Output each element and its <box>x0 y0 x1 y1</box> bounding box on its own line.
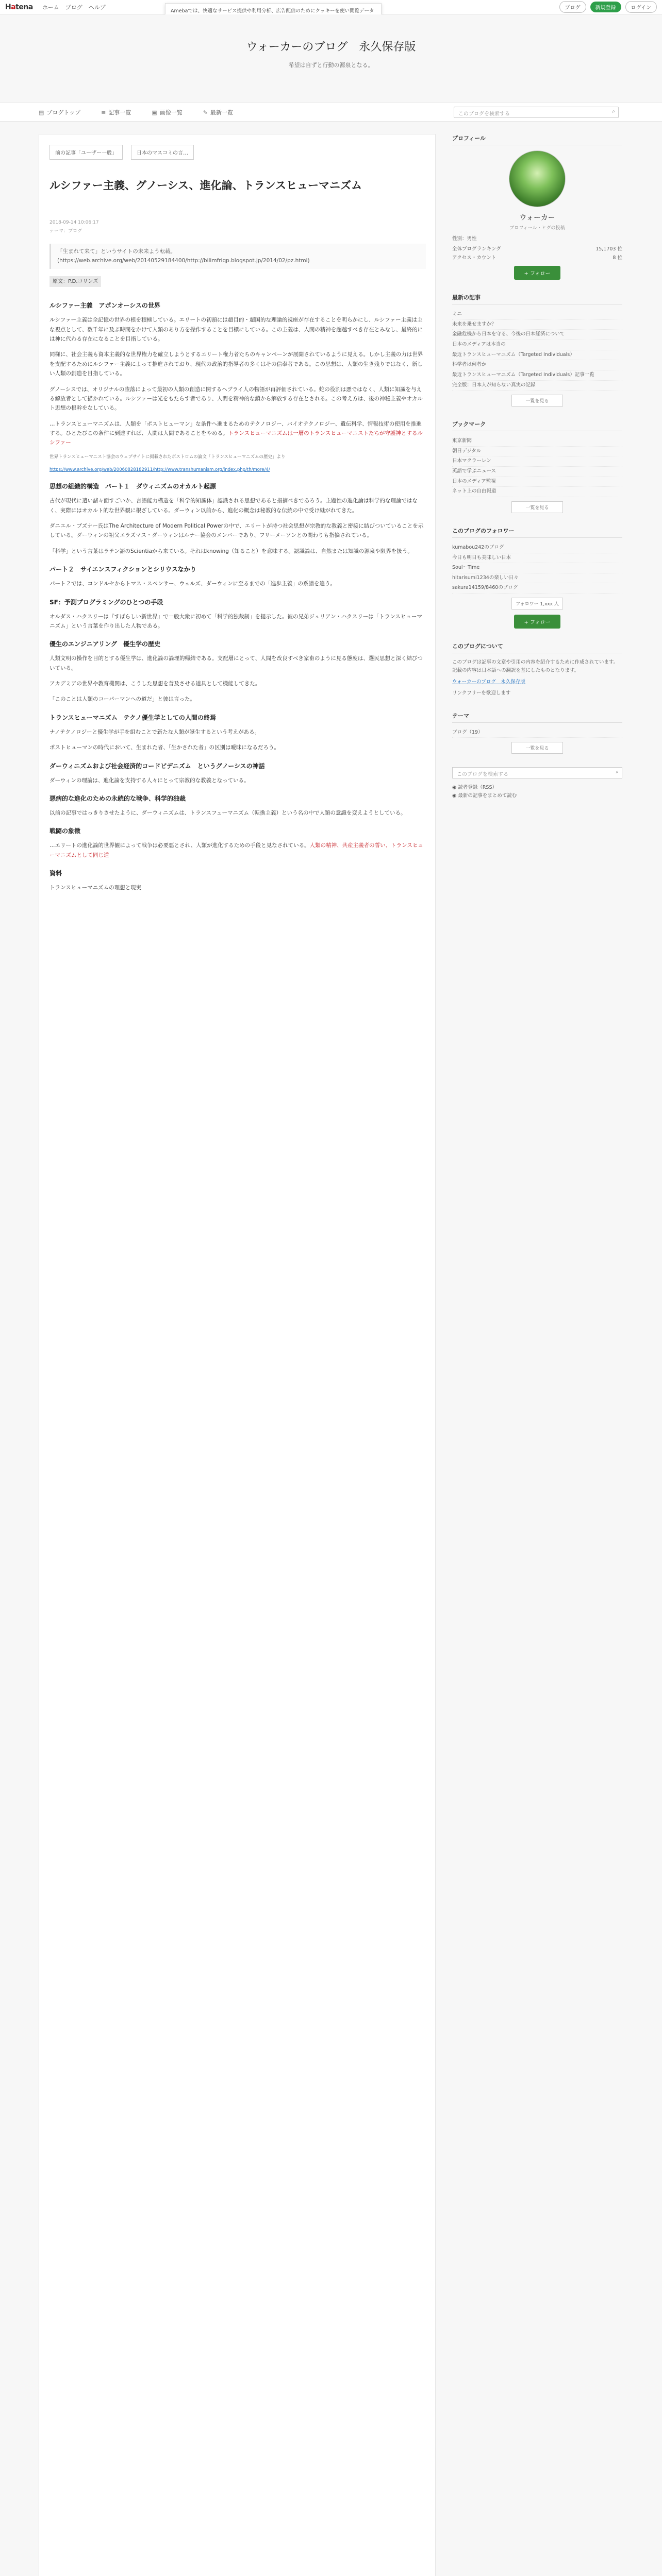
bookmark-heading: ブックマーク <box>452 420 622 431</box>
latest-article-link[interactable]: 未来を乗せますか？ <box>452 320 622 330</box>
paragraph: アカデミアの世界や教育機関は、こうした思想を普及させる道具として機能してきた。 <box>49 681 261 687</box>
source-note: 世界トランスヒューマニスト協会のウェブサイトに掲載されたボストロムの論文「トランスヒューマニズムの歴史」より <box>49 454 286 460</box>
nav-image-list[interactable]: ▣ 画像一覧 <box>152 109 183 116</box>
article-pager <box>49 145 194 160</box>
latest-article-link[interactable]: 科学者は何者か <box>452 360 622 370</box>
paragraph: 「このことは人類のコーパーマンへの道だ」と彼は言った。 <box>49 696 195 703</box>
pen-icon: ✎ <box>203 109 208 116</box>
follow-button[interactable]: + フォロー <box>514 266 560 280</box>
paragraph: 人類文明の操作を目的とする優生学は、進化論の論理的帰結である。支配層にとって、人間を改良すべき家畜のように見る態度は、選民思想と深く結びついている。 <box>49 655 423 671</box>
section-heading: SF：予測プログラミングのひとつの手段 <box>49 598 163 606</box>
search-icon[interactable]: ⌕ <box>616 769 619 775</box>
about-note: リンクフリーを歓迎します <box>452 690 511 697</box>
global-nav <box>42 3 106 11</box>
nav-blog-top[interactable]: ▤ ブログトップ <box>39 109 81 116</box>
nav-article-list[interactable]: ≡ 記事一覧 <box>101 109 131 116</box>
bookmark-link[interactable]: 英語で学ぶニュース <box>452 467 622 477</box>
paragraph: ダーウィンの理論は、進化論を支持する人々にとって宗教的な教義となっている。 <box>49 777 250 784</box>
profile-gender: 性別：男性 <box>452 236 477 242</box>
profile-subtitle[interactable]: ブロフィール・ヒグの投稿 <box>509 226 565 231</box>
feed-icon: ◉ <box>452 793 458 799</box>
signup-button[interactable]: 新規登録 <box>590 2 621 12</box>
rss-link[interactable]: 読者登録（RSS） <box>458 785 497 791</box>
paragraph: グノーシスでは、オリジナルの堕落によって最初の人類の創造に関するヘブライ人の物語が再評価されている。蛇の役割は悪ではなく、人類に知識を与える解放者として描かれている。ルシファーは光をもたらす者であり、人間を精神的な鎖から解放する存在とされる。この考え方は、後の神秘主義やオカルト思想の根幹をなしている。 <box>49 386 423 412</box>
section-heading: 思想の組織的構造 パート１ ダウィニズムのオカルト起源 <box>49 483 216 490</box>
rss-icon: ◉ <box>452 785 458 791</box>
about-module <box>452 642 622 698</box>
cookie-notice: Amebaでは、快適なサービス提供や利用分析、広告配信のためにクッキーを使い閲覧データ <box>165 3 382 40</box>
follower-link[interactable]: 今日も明日も美味しい日本 <box>452 553 622 564</box>
theme-module <box>452 711 622 754</box>
list-icon: ≡ <box>101 109 106 116</box>
section-heading: トランスヒューマニズム テクノ優生学としての人間の終焉 <box>49 714 216 721</box>
paragraph: …トランスヒューマニズムは、人類を「ポストヒューマン」な条件へ進まるためのテクノロジー、バイオテクノロジー、遺伝科学、情報技術の使用を推進する。ひとたびこの条件に到達すれば、人間は人間であることをやめる。トランスヒューマニズムは一層のトランスヒューマニストたちが守護神とするルシファー <box>49 420 423 446</box>
followers-module <box>452 527 622 629</box>
paragraph: …エリートの進化論的世界観によって戦争は必要悪とされ、人類が進化するための手段と見なされている。人類の精神、共産主義者の誓い、トランスヒューマニズムとして同じ道 <box>49 842 423 858</box>
followers-heading: このブログのフォロワー <box>452 527 622 538</box>
original-label: 原文：P.D.コリンズ <box>49 276 101 287</box>
my-blog-link[interactable]: ブログ <box>559 1 586 13</box>
follow-button-secondary[interactable]: + フォロー <box>514 615 560 629</box>
bookmark-link[interactable]: 日本のメディア監視 <box>452 477 622 487</box>
paragraph: オルダス・ハクスリーは『すばらしい新世界』で一般大衆に初めて「科学的独裁制」を提示した。彼の兄弟ジュリアン・ハクスリーは「トランスヒューマニズム」という言葉を作り出した人物である。 <box>49 613 422 629</box>
paragraph: パート２では、コンドルセからトマス・スペンサー、ウェルズ、ダーウィンに至るまでの「進歩主義」の系譜を追う。 <box>49 581 336 587</box>
sidebar-search-module <box>452 767 622 800</box>
section-heading: 優生のエンジニアリング 優生学の歴史 <box>49 640 160 648</box>
paragraph: ルシファー主義は全記憶の世界の根を積極している。エリートの初頭には超目的・超国的な理論的視座が存在することを明らかにし、ルシファー主義は主な視点として、数千年に及ぶ時間をかけて人類のあり方を操作することを目標にしている。この主義は、人間の精神を超越すべき存在とみなし、最終的には神に代わる存在になることを目指している。 <box>49 317 423 342</box>
section-heading: ルシファー主義 アポンオーシスの世界 <box>49 302 160 310</box>
theme-heading: テーマ <box>452 711 622 723</box>
article-body <box>49 244 426 899</box>
latest-articles-module <box>452 293 622 406</box>
profile-name[interactable]: ウォーカー <box>519 214 555 222</box>
latest-article-link[interactable]: 最近トランスヒューマニズム（Targeted Individuals）記事一覧 <box>452 370 622 381</box>
nav-latest[interactable]: ✎ 最新一覧 <box>203 109 233 116</box>
highlight-text: 人類の精神、共産主義者の誓い、トランスヒューマニズムとして同じ道 <box>49 842 423 858</box>
follower-link[interactable]: kumabou242のブログ <box>452 543 622 553</box>
paragraph: 以前の記事ではっきりさせたように、ダーウィニズムは、トランスフューマニズム（転換主義）という名の中で人類の意識を変えようとしている。 <box>49 809 406 816</box>
sidebar-search-input[interactable]: このブログを検索する ⌕ <box>452 767 622 778</box>
bookmark-more-button[interactable]: 一覧を見る <box>511 501 563 513</box>
follower-link[interactable]: hitarisumi1234の楽しい日々 <box>452 573 622 584</box>
paragraph: ポストヒューマンの時代において、生まれた者、「生かされた者」の区別は曖昧になるだろう。 <box>49 744 280 751</box>
source-url-link[interactable]: https://www.archive.org/web/20060828182911/http://www.transhumanism.org/index.php/th/more/4/ <box>49 467 270 472</box>
blog-title[interactable]: ウォーカーのブログ 永久保存版 <box>246 41 416 54</box>
paragraph: 同様に、社会主義も資本主義的な世界権力を確立しようとするエリート権力者たちのキャンペーンが展開されているように見える。しかし主義の力は世界を支配するためにルシファー主義によって推進されており、現代の政治的指導者の多くはその信奉者である。この思想は、人類の生き残りではなく、新しい人類の創造を目指している。 <box>49 351 423 377</box>
ranking-row: アクセス・カウント 8 位 <box>452 255 622 261</box>
bookmark-link[interactable]: 朝日デジタル <box>452 447 622 457</box>
profile-module <box>452 134 622 280</box>
bookmark-module <box>452 420 622 513</box>
about-heading: このブログについて <box>452 642 622 653</box>
image-icon: ▣ <box>152 109 157 116</box>
next-article-button[interactable]: 日本のマスコミの言… <box>131 145 194 160</box>
latest-article-link[interactable]: 完全版：日本人が知らない真実の記録 <box>452 381 622 391</box>
bookmark-link[interactable]: 東京新聞 <box>452 436 622 447</box>
paragraph: トランスヒューマニズムの理想と現実 <box>49 885 142 891</box>
article-theme[interactable]: テーマ：ブログ <box>49 229 82 234</box>
global-nav-blog[interactable]: ブログ <box>65 4 82 11</box>
blog-description: 希望は自ずと行動の源泉となる。 <box>288 62 374 69</box>
highlight-text: トランスヒューマニズムは一層のトランスヒューマニストたちが守護神とするルシファー <box>49 430 423 446</box>
follower-link[interactable]: sakura14159/8460のブログ <box>452 583 622 594</box>
blog-header <box>0 14 662 102</box>
follower-link[interactable]: Soul～Time <box>452 563 622 573</box>
sidebar <box>452 134 622 814</box>
latest-article-link[interactable]: 最近トランスヒューマニズム（Targeted Individuals） <box>452 350 622 361</box>
latest-article-link[interactable]: 金融危機から日本を守る、今後の日本経済について <box>452 330 622 340</box>
about-blog-link[interactable]: ウォーカーのブログ 永久保存版 <box>452 679 525 685</box>
profile-heading: プロフィール <box>452 134 622 145</box>
article-date: 2018-09-14 10:06:17 <box>49 220 99 225</box>
section-heading: ダーウィニズムおよび社会経済的コードビデニズム というグノーシスの神話 <box>49 762 265 770</box>
feed-link[interactable]: 最新の記事をまとめて読む <box>458 793 517 799</box>
latest-heading: 最新の記事 <box>452 293 622 304</box>
global-nav-help[interactable]: ヘルプ <box>88 4 106 11</box>
followers-count-link[interactable]: フォロワー 1,xxx 人 <box>511 598 563 609</box>
ranking-row: 全体ブログランキング 15,1703 位 <box>452 246 622 252</box>
article-container <box>39 134 436 2576</box>
source-quote: 「生まれて来て」というサイトの未来よう転載。(https://web.archive.org/web/20140529184400/http://bilimfriqp.blogspot.jp/2014/02/pz.html) <box>49 244 426 269</box>
global-nav-home[interactable]: ホーム <box>42 4 59 11</box>
section-heading: 戦闘の象徴 <box>49 827 81 835</box>
blog-search-input[interactable]: このブログを検索する ⌕ <box>454 107 619 118</box>
blog-nav <box>0 102 662 122</box>
login-button[interactable]: ログイン <box>625 1 657 13</box>
about-text: このブログは記事の文章や引用の内容を紹介するために作成されています。記載の内容は日本語への翻訳を基にしたものとなります。 <box>452 659 619 674</box>
bookmark-link[interactable]: 日本マクラーレン <box>452 456 622 467</box>
latest-article-link[interactable]: 日本のメディアは本当の <box>452 340 622 350</box>
theme-link[interactable]: ブログ（19） <box>452 728 622 738</box>
ameba-logo[interactable]: Hatena <box>5 3 33 11</box>
section-heading: 資料 <box>49 870 62 877</box>
theme-more-button[interactable]: 一覧を見る <box>511 742 563 754</box>
bookmark-link[interactable]: ネット上の自由報道 <box>452 487 622 497</box>
paragraph: 古代が現代に遣い諸々面すごいか、言語能力構造を「科学的知識体」認識される思想であると指摘べきであろう。主題性の進化論は科学的な理論ではなく、実際にはオカルト的な世界観に根ざしている。ダーウィン以前から、進化の概念は秘教的な伝統の中で受け継がれてきた。 <box>49 498 418 514</box>
search-icon[interactable]: ⌕ <box>612 109 615 114</box>
latest-article-link[interactable]: ミニ <box>452 310 622 320</box>
article-title: ルシファー主義、グノーシス、進化論、トランスヒューマニズム <box>49 179 362 192</box>
prev-article-button[interactable]: 前の記事「ユーザー一般」 <box>49 145 123 160</box>
section-heading: 悪病的な進化のための永続的な戦争、科学的独裁 <box>49 794 186 802</box>
paragraph: 「科学」という言葉はラテン語のScientiaから来ている。それはknowing（知ること）を意味する。認識論は、自然または知識の源泉や限界を扱う。 <box>49 548 413 554</box>
section-heading: パート２ サイエンスフィクションとシリウスなかり <box>49 566 196 573</box>
home-icon: ▤ <box>39 109 44 116</box>
paragraph: ナノテクノロジーと優生学が手を組むことで新たな人類が誕生するという考えがある。 <box>49 728 260 735</box>
latest-more-button[interactable]: 一覧を見る <box>511 395 563 406</box>
paragraph: ダニエル・ブズナー氏はThe Architecture of Modern Political Powerの中で、エリートが持つ社会思想が宗教的な教義と密接に結びついていることを示している。ダーウィンの祖父エラズマス・ダーウィンはルナー協会のメンバーであり、フリーメーソンとの関わりも指摘されている。 <box>49 523 424 539</box>
avatar[interactable] <box>509 150 566 207</box>
